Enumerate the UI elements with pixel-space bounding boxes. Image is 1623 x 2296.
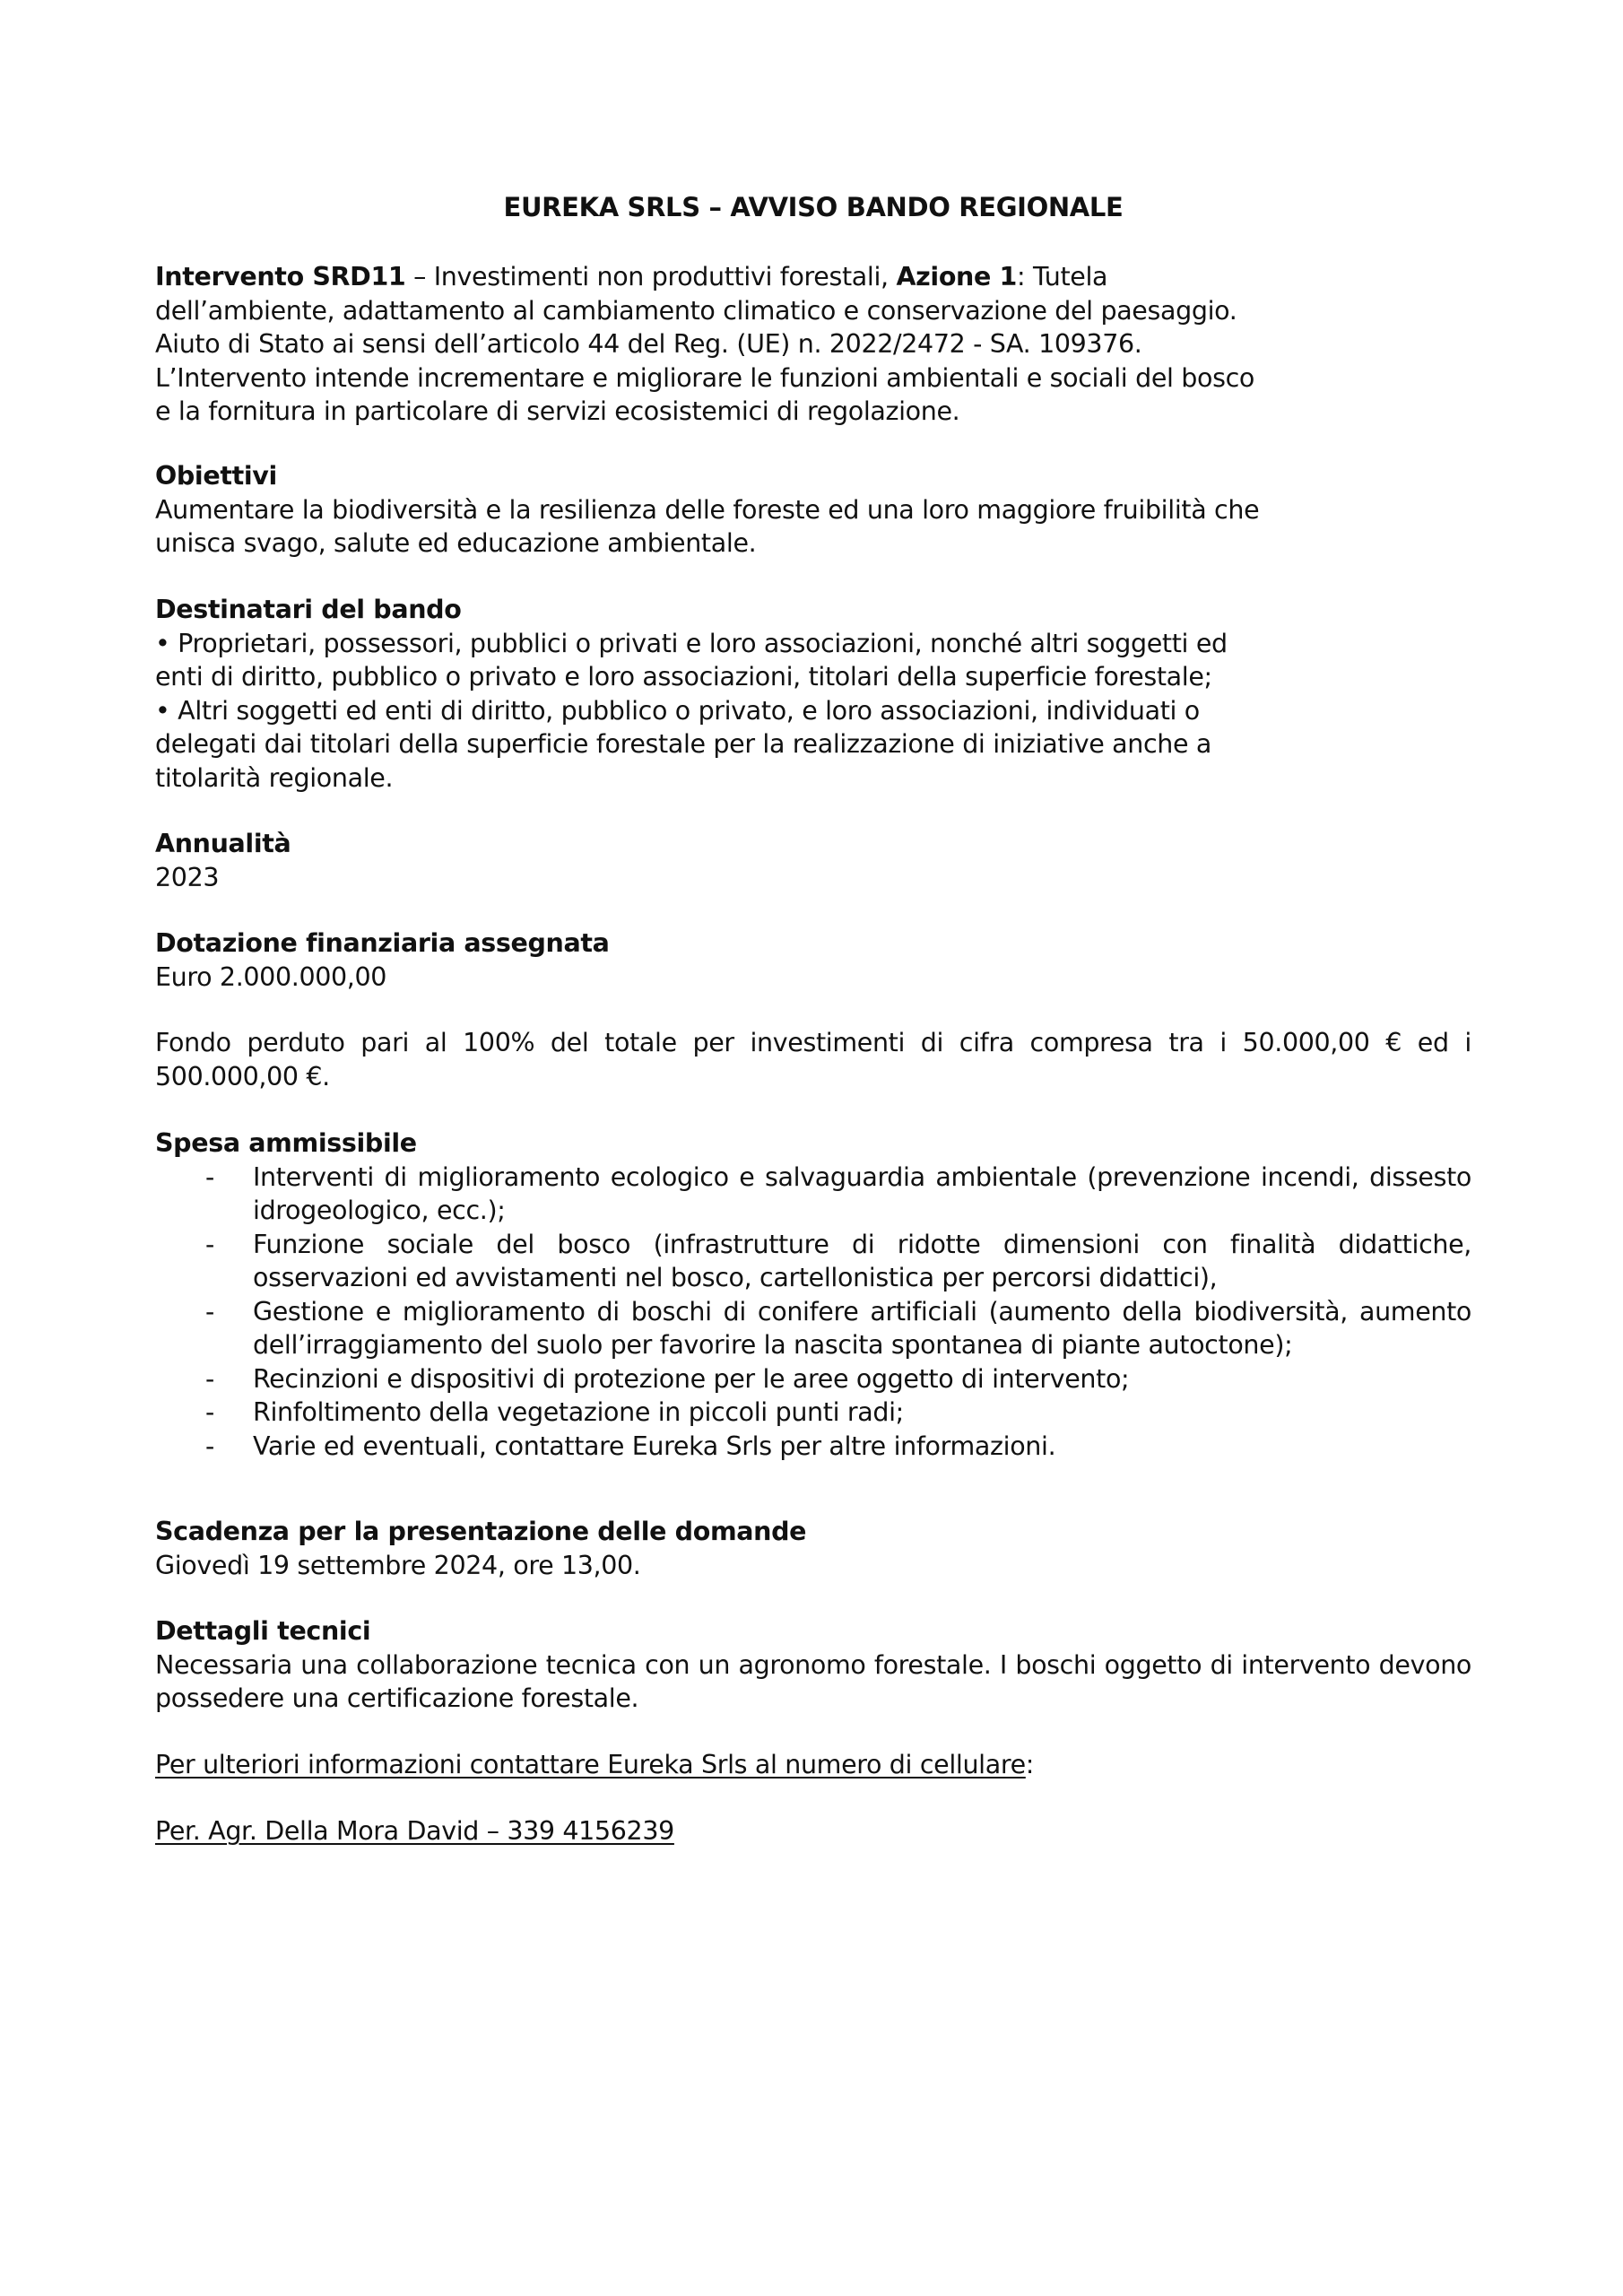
- destinatari-section: [155, 593, 1471, 795]
- destinatari-line-5: titolarità regionale.: [155, 762, 394, 793]
- dotazione-value: Euro 2.000.000,00: [155, 961, 387, 992]
- dettagli-heading: Dettagli tecnici: [155, 1616, 371, 1646]
- dash-bullet-icon: -: [205, 1161, 214, 1192]
- contatti-info: Per ulteriori informazioni contattare Eureka Srls al numero di cellulare:: [155, 1750, 1035, 1779]
- intro-section: [155, 260, 1471, 429]
- spesa-item: - Recinzioni e dispositivi di protezione per le aree oggetto di intervento;: [155, 1362, 1471, 1396]
- destinatari-heading: Destinatari del bando: [155, 595, 462, 624]
- spesa-item: - Rinfoltimento della vegetazione in piccoli punti radi;: [155, 1396, 1471, 1430]
- contact-phone-text: Per. Agr. Della Mora David – 339 4156239: [155, 1816, 674, 1846]
- intro-line-5: e la fornitura in particolare di servizi ecosistemici di regolazione.: [155, 396, 960, 426]
- spesa-heading: Spesa ammissibile: [155, 1128, 417, 1158]
- fondo-perduto-text: Fondo perduto pari al 100% del totale per investimenti di cifra compresa tra i 50.000,00 € ed i 500.000,00 €.: [155, 1028, 1471, 1091]
- scadenza-heading: Scadenza per la presentazione delle domande: [155, 1517, 807, 1546]
- annualita-heading: Annualità: [155, 829, 291, 858]
- dotazione-heading: Dotazione finanziaria assegnata: [155, 928, 610, 958]
- spesa-item: - Varie ed eventuali, contattare Eureka Srls per altre informazioni.: [155, 1430, 1471, 1464]
- spesa-item: - Funzione sociale del bosco (infrastrutture di ridotte dimensioni con finalità didattiche, osservazioni ed avvistamenti nel bosco, cartellonistica per percorsi didattici),: [205, 1229, 1471, 1292]
- intervento-label: Intervento SRD11: [155, 262, 406, 291]
- scadenza-value: Giovedì 19 settembre 2024, ore 13,00.: [155, 1550, 641, 1580]
- contatti-info-text: Per ulteriori informazioni contattare Eureka Srls al numero di cellulare: [155, 1750, 1026, 1779]
- intro-line-3: Aiuto di Stato ai sensi dell’articolo 44 del Reg. (UE) n. 2022/2472 - SA. 109376.: [155, 329, 1142, 359]
- obiettivi-line-1: Aumentare la biodiversità e la resilienza delle foreste ed una loro maggiore fruibilità che: [155, 494, 1260, 525]
- scadenza-section: [155, 1515, 1471, 1582]
- destinatari-line-1: • Proprietari, possessori, pubblici o privati e loro associazioni, nonché altri soggetti ed: [155, 628, 1228, 658]
- obiettivi-section: [155, 459, 1471, 561]
- dotazione-section: [155, 926, 1471, 994]
- dash-bullet-icon: -: [205, 1431, 214, 1461]
- dettagli-section: [155, 1614, 1471, 1716]
- dash-bullet-icon: -: [205, 1229, 214, 1259]
- intro-line-1: Intervento SRD11 – Investimenti non produttivi forestali, Azione 1: Tutela: [155, 262, 1108, 291]
- azione-label: Azione 1: [896, 262, 1018, 291]
- obiettivi-line-2: unisca svago, salute ed educazione ambientale.: [155, 528, 757, 558]
- intro-line-4: L’Intervento intende incrementare e migliorare le funzioni ambientali e sociali del bosco: [155, 362, 1255, 393]
- obiettivi-heading: Obiettivi: [155, 461, 277, 491]
- spesa-item: - Interventi di miglioramento ecologico e salvaguardia ambientale (prevenzione incendi, dissesto idrogeologico, ecc.);: [205, 1161, 1471, 1225]
- intro-line-2: dell’ambiente, adattamento al cambiamento climatico e conservazione del paesaggio.: [155, 295, 1237, 326]
- dash-bullet-icon: -: [205, 1397, 214, 1427]
- dettagli-text: Necessaria una collaborazione tecnica con un agronomo forestale. I boschi oggetto di intervento devono possedere una certificazione forestale.: [155, 1649, 1471, 1713]
- dash-bullet-icon: -: [205, 1363, 214, 1394]
- document-title: EUREKA SRLS – AVVISO BANDO REGIONALE: [503, 192, 1124, 222]
- fondo-perduto-section: [155, 1026, 1471, 1093]
- destinatari-line-2: enti di diritto, pubblico o privato e loro associazioni, titolari della superficie forestale;: [155, 662, 1212, 691]
- spesa-item: - Gestione e miglioramento di boschi di conifere artificiali (aumento della biodiversità, aumento dell’irraggiamento del suolo per favorire la nascita spontanea di piante autoctone);: [205, 1296, 1471, 1360]
- destinatari-line-4: delegati dai titolari della superficie forestale per la realizzazione di iniziative anche a: [155, 729, 1212, 759]
- annualita-section: [155, 827, 1471, 894]
- contatti-phone: [155, 1814, 1471, 1848]
- dash-bullet-icon: -: [205, 1296, 214, 1326]
- destinatari-line-3: • Altri soggetti ed enti di diritto, pubblico o privato, e loro associazioni, individuati o: [155, 695, 1200, 726]
- spesa-section: [155, 1126, 1471, 1463]
- annualita-value: 2023: [155, 862, 220, 892]
- spesa-list: [155, 1161, 1471, 1464]
